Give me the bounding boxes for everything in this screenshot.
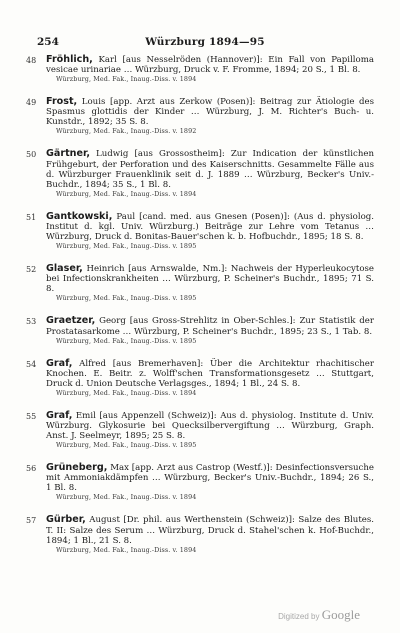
entry-text [46,55,374,84]
author-name: Grüneberg, [46,462,108,474]
list-item [14,212,374,251]
watermark-prefix: Digitized by [278,612,320,621]
author-name: Glaser, [46,263,83,275]
author-name: Gürber, [46,514,86,526]
list-item [14,515,374,554]
entry-number: 54 [26,359,37,369]
author-name: Fröhlich, [46,54,93,65]
list-item [14,316,374,345]
entry-number: 48 [26,56,37,65]
list-item [14,149,374,198]
entry-number: 52 [26,265,37,275]
list-item [14,411,374,450]
google-logo: Google [321,607,360,622]
list-item [14,463,374,502]
entry-note: Würzburg, Med. Fak., Inaug.-Diss. v. 1895 [56,242,197,251]
author-name: Graetzer, [46,315,96,327]
entry-body: Max [app. Arzt aus Castrop (Westf.)]: Desinfectionsversuche mit Ammoniakdämpfen … Würzburg, Becker's Univ.-Buchdr., 1894; 26 S., 1 Bl. 8. [46,463,374,494]
entry-number: 50 [26,150,37,160]
entry-note: Würzburg, Med. Fak., Inaug.-Diss. v. 1895 [56,441,197,450]
entry-note: Würzburg, Med. Fak., Inaug.-Diss. v. 1894 [56,75,197,84]
list-item [14,264,374,303]
entry-number: 55 [26,411,37,421]
entry-text [46,463,374,502]
entry-body: August [Dr. phil. aus Werthenstein (Schweiz)]: Salze des Blutes. T. II: Salze des Serum … Würzburg, Druck d. Stahel'schen k. Hof-Buchdr., 1894; 1 Bl., 21 S. 8. [46,515,374,546]
entry-note: Würzburg, Med. Fak., Inaug.-Diss. v. 1892 [56,127,197,136]
entry-text [46,359,374,398]
entry-note: Würzburg, Med. Fak., Inaug.-Diss. v. 1895 [56,294,197,303]
entry-text [46,515,374,554]
entry-text [46,212,374,251]
running-title: Würzburg 1894—95 [145,36,265,48]
entry-number: 56 [26,464,37,474]
entry-note: Würzburg, Med. Fak., Inaug.-Diss. v. 1895 [56,336,197,345]
author-name: Gantkowski, [46,210,113,222]
dissertation-list [14,55,374,568]
entry-number: 51 [26,212,37,222]
entry-body: Alfred [aus Bremerhaven]: Über die Architektur rhachitischer Knochen. E. Beitr. z. Wolff'schen Transformationsgesetz … Stuttgart, Druck d. Union Deutsche Verlagsges., 1894; 1 Bl., 24 S. 8. [46,358,374,389]
digitization-watermark [278,607,360,623]
entry-body: Georg [aus Gross-Strehlitz in Ober-Schles.]: Zur Statistik der Prostatasarkome … Würzburg, P. Scheiner's Buchdr., 1895; 23 S., 1 Tab. 8. [46,316,374,337]
list-item [14,97,374,136]
author-name: Graf, [46,409,73,421]
entry-note: Würzburg, Med. Fak., Inaug.-Diss. v. 1894 [56,189,197,198]
author-name: Frost, [46,96,78,108]
entry-number: 49 [26,98,37,108]
entry-number: 57 [26,516,37,526]
entry-note: Würzburg, Med. Fak., Inaug.-Diss. v. 1894 [56,545,197,554]
page-number: 254 [37,36,59,48]
entry-body: Paul [cand. med. aus Gnesen (Posen)]: (Aus d. physiolog. Institut d. kgl. Univ. Würzburg.) Beiträge zur Lehre vom Tetanus … Würzburg, Druck d. Bonitas-Bauer'schen k. b. Hofbuchdr., 1895; 18 S. 8. [46,211,374,243]
list-item [14,55,374,84]
entry-text [46,97,374,136]
entry-text [46,316,374,345]
entry-body: Emil [aus Appenzell (Schweiz)]: Aus d. physiolog. Institute d. Univ. Würzburg. Glykosurie bei Quecksilbervergiftung … Würzburg, Graph. Anst. J. Seelmeyr, 1895; 25 S. 8. [46,410,374,442]
entry-text [46,149,374,198]
entry-note: Würzburg, Med. Fak., Inaug.-Diss. v. 1894 [56,388,197,397]
entry-number: 53 [26,317,37,327]
entry-body: Ludwig [aus Grossostheim]: Zur Indication der künstlichen Frühgeburt, der Perforation und des Kaiserschnitts. Gesammelte Fälle aus d. Würzburger Frauenklinik seit d. J. 1889 … Würzburg, Becker's Univ.-Buchdr., 1894; 35 S., 1 Bl. 8. [46,149,374,190]
entry-note: Würzburg, Med. Fak., Inaug.-Diss. v. 1894 [56,493,197,502]
entry-body: Karl [aus Nesselröden (Hannover)]: Ein Fall von Papilloma vesicae urinariae … Würzburg, Druck v. F. Fromme, 1894; 20 S., 1 Bl. 8. [46,55,374,76]
page-header [37,36,373,50]
author-name: Graf, [46,357,73,369]
entry-body: Heinrich [aus Arnswalde, Nm.]: Nachweis der Hyperleukocytose bei Infectionskrankheiten … Würzburg, P. Scheiner's Buchdr., 1895; 71 S. 8. [46,264,374,295]
entry-text [46,264,374,303]
list-item [14,359,374,398]
entry-text [46,411,374,450]
author-name: Gärtner, [46,148,90,160]
entry-body: Louis [app. Arzt aus Zerkow (Posen)]: Beitrag zur Ätiologie des Spasmus glottidis der Kinder … Würzburg, J. M. Richter's Buch- u. Kunstdr., 1892; 35 S. 8. [46,97,374,128]
